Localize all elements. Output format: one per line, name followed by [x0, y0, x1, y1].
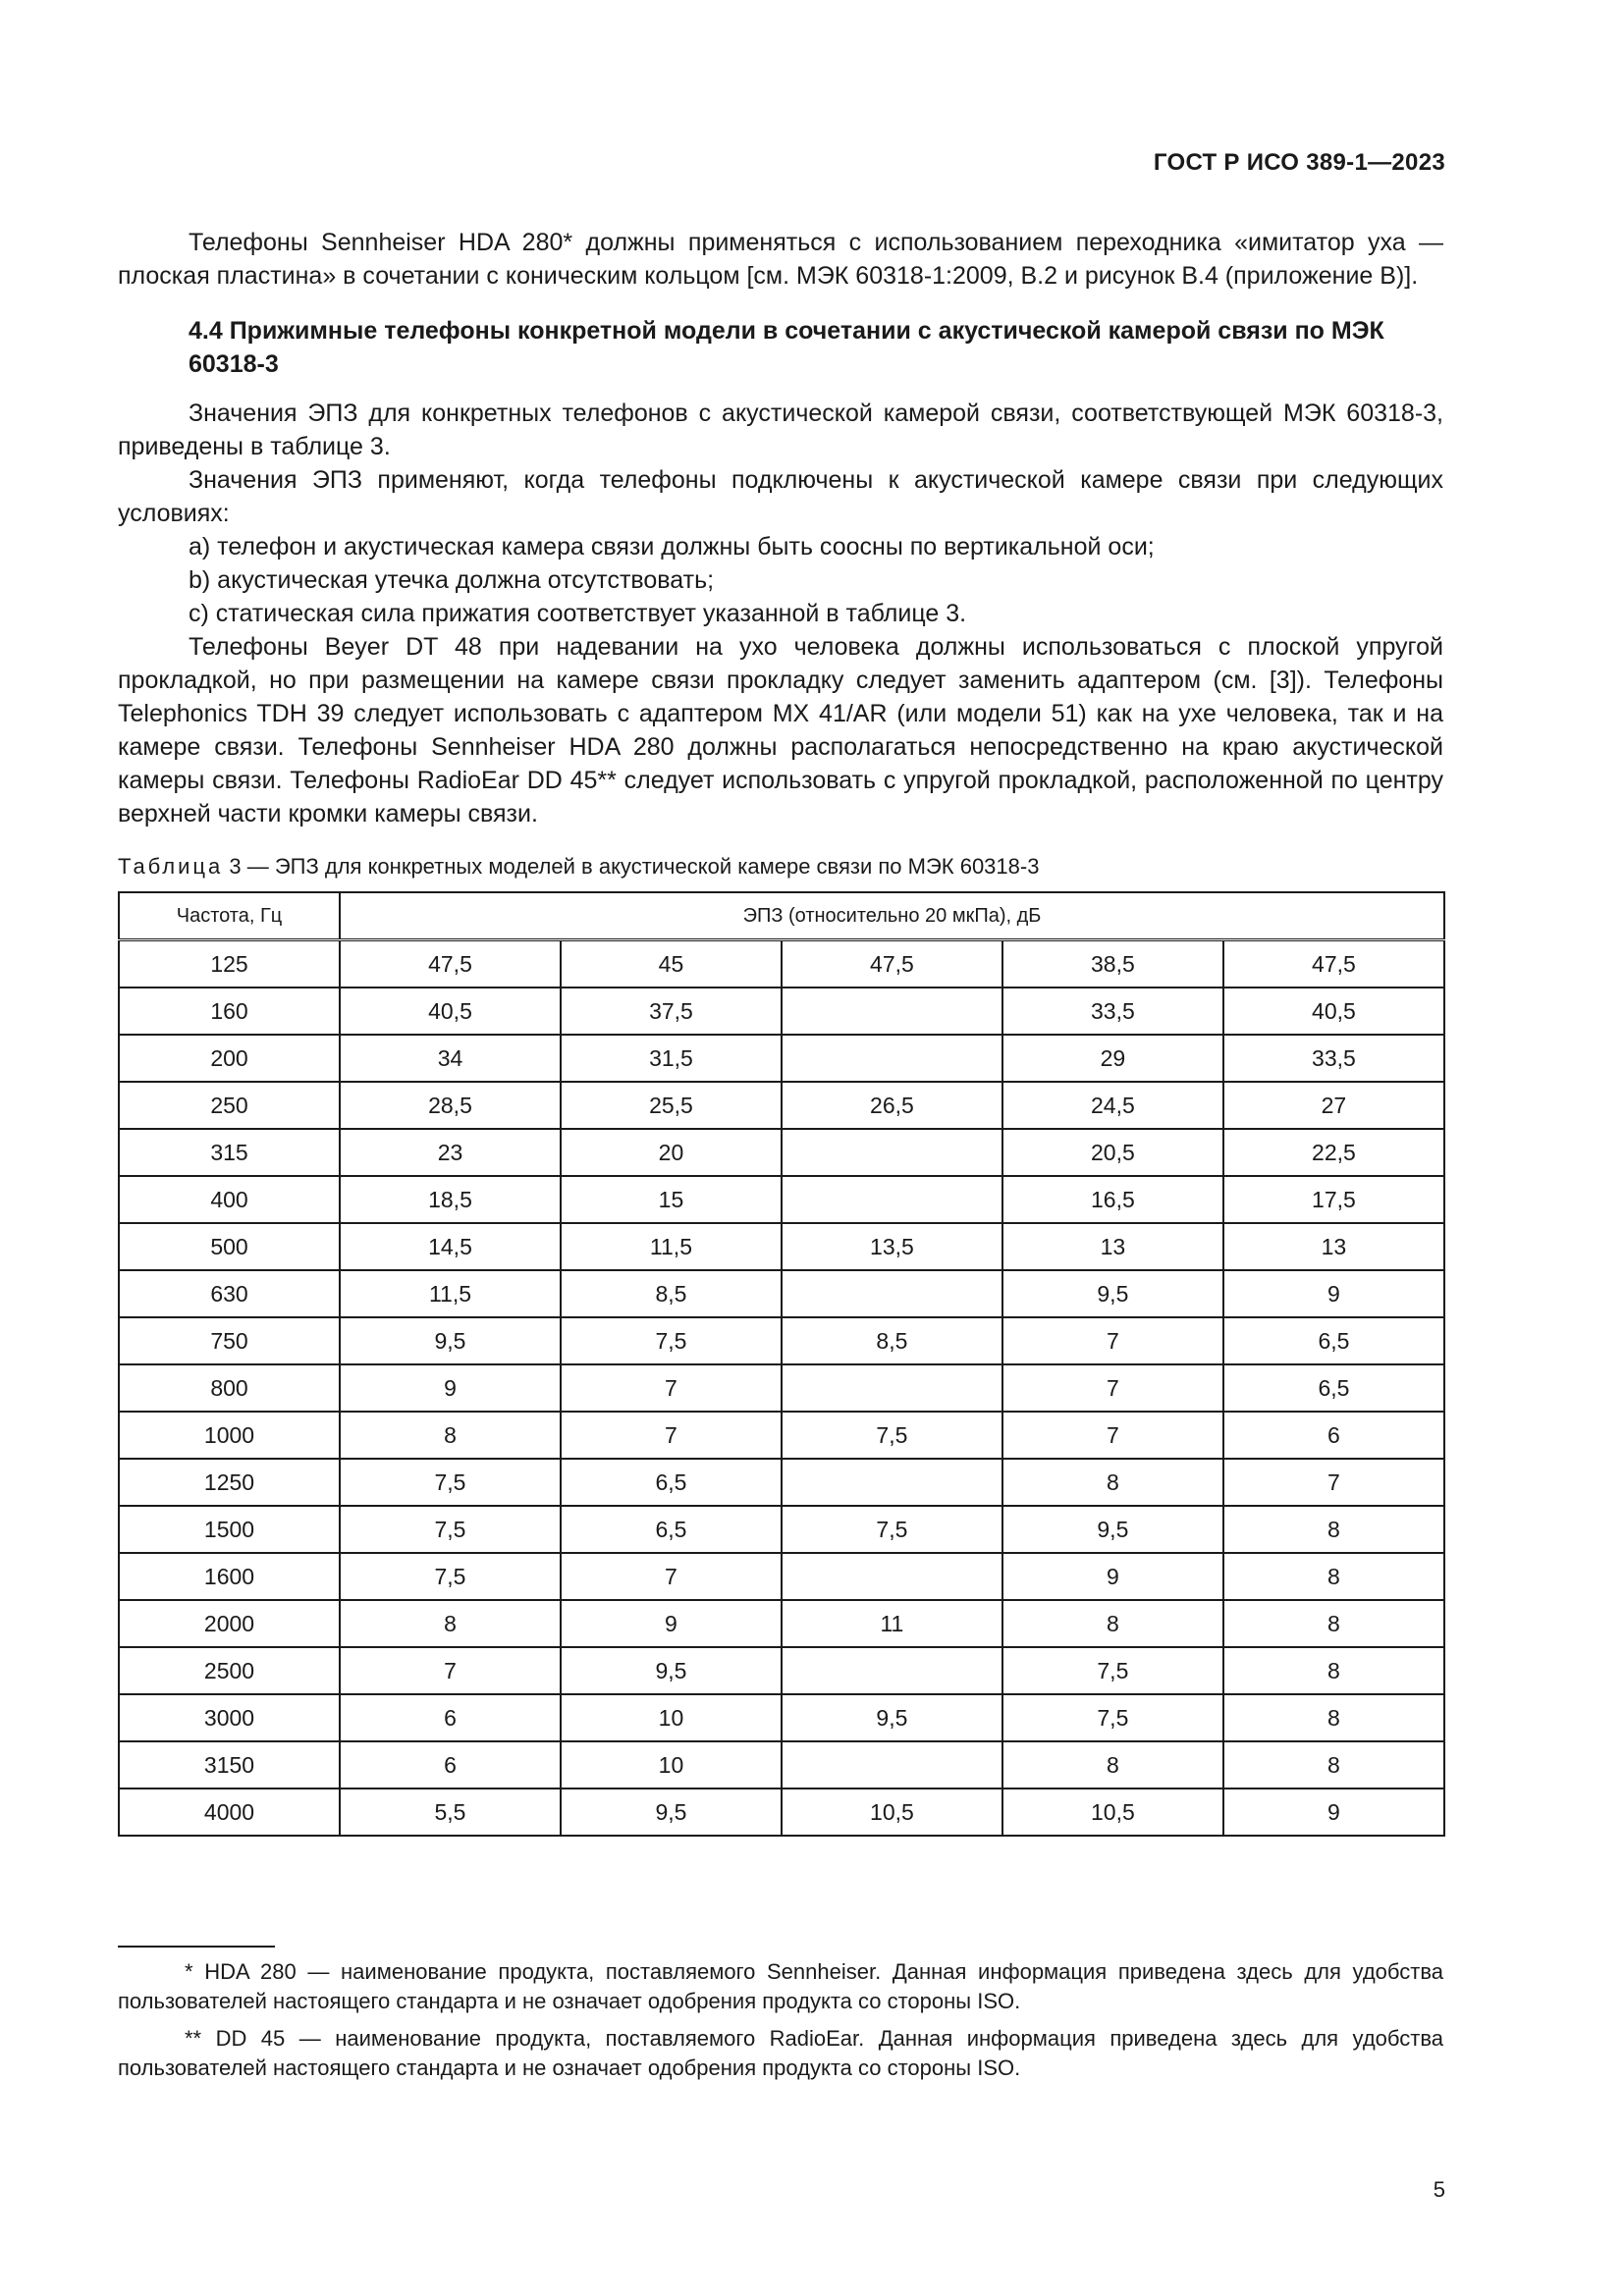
- header-frequency: Частота, Гц: [119, 892, 340, 940]
- document-code-header: ГОСТ Р ИСО 389-1—2023: [1153, 149, 1445, 176]
- table-caption: [118, 852, 1443, 881]
- rets-value-cell: 15: [561, 1176, 782, 1223]
- frequency-cell: 3000: [119, 1694, 340, 1741]
- rets-value-cell: 7: [561, 1553, 782, 1600]
- table-row: [119, 1553, 1444, 1600]
- rets-value-cell: 38,5: [1002, 940, 1223, 988]
- condition-item: c) статическая сила прижатия соответствует указанной в таблице 3.: [189, 600, 967, 627]
- frequency-cell: 1250: [119, 1459, 340, 1506]
- rets-value-cell: [782, 988, 1002, 1035]
- rets-values-table: [118, 891, 1445, 1837]
- rets-value-cell: 29: [1002, 1035, 1223, 1082]
- table-row: [119, 1647, 1444, 1694]
- table-row: [119, 1600, 1444, 1647]
- frequency-cell: 750: [119, 1317, 340, 1364]
- table-row: [119, 1506, 1444, 1553]
- rets-value-cell: [782, 1364, 1002, 1412]
- rets-value-cell: 8: [1223, 1506, 1444, 1553]
- rets-value-cell: 9: [1223, 1270, 1444, 1317]
- frequency-cell: 250: [119, 1082, 340, 1129]
- rets-value-cell: 9,5: [561, 1647, 782, 1694]
- rets-value-cell: 9,5: [1002, 1506, 1223, 1553]
- paragraph-headphone-models: Телефоны Beyer DT 48 при надевании на ухо человека должны использоваться с плоской упругой прокладкой, но при размещении на камере связи прокладку следует заменить адаптером (см. [3]). Телефоны Telephonics TDH 39 следует использовать с адаптером MX 41/AR (или модели 51) как на ухе человека, так и на камере связи. Телефоны Sennheiser HDA 280 должны располагаться непосредственно на краю акустической камеры связи. Телефоны RadioEar DD 45** следует использовать с упругой прокладкой, расположенной по центру верхней части кромки камеры связи.: [118, 633, 1443, 828]
- rets-value-cell: 7,5: [340, 1459, 561, 1506]
- rets-value-cell: 11: [782, 1600, 1002, 1647]
- rets-value-cell: 28,5: [340, 1082, 561, 1129]
- rets-value-cell: 9,5: [340, 1317, 561, 1364]
- table-body: [119, 940, 1444, 1837]
- frequency-cell: 2500: [119, 1647, 340, 1694]
- rets-value-cell: [782, 1035, 1002, 1082]
- rets-value-cell: [782, 1741, 1002, 1789]
- rets-value-cell: 7,5: [1002, 1694, 1223, 1741]
- rets-value-cell: 9: [1223, 1789, 1444, 1836]
- frequency-cell: 315: [119, 1129, 340, 1176]
- rets-value-cell: 6,5: [561, 1506, 782, 1553]
- rets-value-cell: 9,5: [782, 1694, 1002, 1741]
- rets-value-cell: 13: [1002, 1223, 1223, 1270]
- rets-value-cell: 20: [561, 1129, 782, 1176]
- rets-value-cell: 10: [561, 1741, 782, 1789]
- footnote-hda280: * HDA 280 — наименование продукта, поставляемого Sennheiser. Данная информация приведена здесь для удобства пользователей настоящего стандарта и не означает одобрения продукта со стороны ISO.: [118, 1959, 1443, 2013]
- rets-value-cell: 10,5: [782, 1789, 1002, 1836]
- table-row: [119, 1270, 1444, 1317]
- frequency-cell: 630: [119, 1270, 340, 1317]
- rets-value-cell: 11,5: [340, 1270, 561, 1317]
- rets-value-cell: [782, 1553, 1002, 1600]
- rets-value-cell: 25,5: [561, 1082, 782, 1129]
- rets-value-cell: 40,5: [340, 988, 561, 1035]
- footnotes: [118, 1946, 1443, 2091]
- table-row: [119, 1789, 1444, 1836]
- section-heading-4-4: 4.4 Прижимные телефоны конкретной модели в сочетании с акустической камерой связи по МЭК 60318-3: [189, 317, 1384, 378]
- table-row: [119, 1694, 1444, 1741]
- rets-value-cell: 7: [1002, 1317, 1223, 1364]
- table-caption-text: 3 — ЭПЗ для конкретных моделей в акустической камере связи по МЭК 60318-3: [223, 854, 1040, 879]
- table-row: [119, 988, 1444, 1035]
- rets-value-cell: 9: [1002, 1553, 1223, 1600]
- rets-value-cell: 47,5: [782, 940, 1002, 988]
- rets-value-cell: [782, 1270, 1002, 1317]
- table-row: [119, 940, 1444, 988]
- rets-value-cell: 7: [340, 1647, 561, 1694]
- rets-value-cell: 7: [561, 1412, 782, 1459]
- rets-value-cell: 37,5: [561, 988, 782, 1035]
- rets-value-cell: 7,5: [782, 1412, 1002, 1459]
- rets-value-cell: 8,5: [561, 1270, 782, 1317]
- rets-value-cell: 24,5: [1002, 1082, 1223, 1129]
- frequency-cell: 2000: [119, 1600, 340, 1647]
- frequency-cell: 200: [119, 1035, 340, 1082]
- rets-value-cell: 7: [1002, 1364, 1223, 1412]
- rets-value-cell: 7,5: [782, 1506, 1002, 1553]
- rets-value-cell: 6: [340, 1741, 561, 1789]
- rets-value-cell: 6,5: [1223, 1317, 1444, 1364]
- table-row: [119, 1129, 1444, 1176]
- rets-value-cell: 8: [1002, 1459, 1223, 1506]
- rets-value-cell: 8: [1223, 1553, 1444, 1600]
- rets-value-cell: 9,5: [1002, 1270, 1223, 1317]
- rets-value-cell: 31,5: [561, 1035, 782, 1082]
- table-row: [119, 1459, 1444, 1506]
- rets-value-cell: 8: [1223, 1694, 1444, 1741]
- rets-value-cell: 8: [1223, 1647, 1444, 1694]
- footnote-separator: [118, 1946, 275, 1948]
- rets-value-cell: [782, 1176, 1002, 1223]
- rets-value-cell: 7: [561, 1364, 782, 1412]
- rets-value-cell: 8,5: [782, 1317, 1002, 1364]
- frequency-cell: 1000: [119, 1412, 340, 1459]
- condition-item: a) телефон и акустическая камера связи должны быть соосны по вертикальной оси;: [189, 533, 1155, 561]
- rets-value-cell: 26,5: [782, 1082, 1002, 1129]
- frequency-cell: 3150: [119, 1741, 340, 1789]
- rets-value-cell: 45: [561, 940, 782, 988]
- rets-value-cell: 10,5: [1002, 1789, 1223, 1836]
- table-row: [119, 1176, 1444, 1223]
- rets-value-cell: [782, 1459, 1002, 1506]
- rets-value-cell: 8: [340, 1600, 561, 1647]
- header-rets-values: ЭПЗ (относительно 20 мкПа), дБ: [340, 892, 1444, 940]
- rets-value-cell: 8: [1002, 1600, 1223, 1647]
- rets-value-cell: 17,5: [1223, 1176, 1444, 1223]
- rets-value-cell: 5,5: [340, 1789, 561, 1836]
- rets-value-cell: 23: [340, 1129, 561, 1176]
- rets-value-cell: 6: [340, 1694, 561, 1741]
- rets-value-cell: 20,5: [1002, 1129, 1223, 1176]
- rets-value-cell: 8: [340, 1412, 561, 1459]
- rets-value-cell: 8: [1002, 1741, 1223, 1789]
- footnote-dd45: ** DD 45 — наименование продукта, поставляемого RadioEar. Данная информация приведена здесь для удобства пользователей настоящего стандарта и не означает одобрения продукта со стороны ISO.: [118, 2026, 1443, 2080]
- table-row: [119, 1364, 1444, 1412]
- rets-value-cell: 11,5: [561, 1223, 782, 1270]
- table-row: [119, 1035, 1444, 1082]
- rets-value-cell: 13,5: [782, 1223, 1002, 1270]
- conditions-list: [118, 530, 1443, 630]
- rets-value-cell: 9: [561, 1600, 782, 1647]
- rets-value-cell: 9,5: [561, 1789, 782, 1836]
- intro-paragraph: Телефоны Sennheiser HDA 280* должны применяться с использованием переходника «имитатор уха — плоская пластина» в сочетании с коническим кольцом [см. МЭК 60318-1:2009, В.2 и рисунок В.4 (приложение В)].: [118, 229, 1443, 290]
- frequency-cell: 4000: [119, 1789, 340, 1836]
- rets-value-cell: 9: [340, 1364, 561, 1412]
- rets-value-cell: 7,5: [1002, 1647, 1223, 1694]
- rets-value-cell: 40,5: [1223, 988, 1444, 1035]
- frequency-cell: 800: [119, 1364, 340, 1412]
- table-row: [119, 1741, 1444, 1789]
- condition-item: b) акустическая утечка должна отсутствовать;: [189, 566, 715, 594]
- frequency-cell: 400: [119, 1176, 340, 1223]
- rets-value-cell: 34: [340, 1035, 561, 1082]
- rets-value-cell: 16,5: [1002, 1176, 1223, 1223]
- rets-value-cell: 47,5: [340, 940, 561, 988]
- frequency-cell: 1500: [119, 1506, 340, 1553]
- paragraph-conditions-intro: Значения ЭПЗ применяют, когда телефоны подключены к акустической камере связи при следующих условиях:: [118, 466, 1443, 527]
- table-header-row: [119, 892, 1444, 940]
- rets-value-cell: 33,5: [1002, 988, 1223, 1035]
- rets-value-cell: 8: [1223, 1600, 1444, 1647]
- rets-value-cell: 18,5: [340, 1176, 561, 1223]
- rets-value-cell: [782, 1647, 1002, 1694]
- rets-value-cell: 14,5: [340, 1223, 561, 1270]
- rets-value-cell: 6,5: [561, 1459, 782, 1506]
- rets-value-cell: [782, 1129, 1002, 1176]
- page-number: 5: [1433, 2177, 1445, 2202]
- rets-value-cell: 6: [1223, 1412, 1444, 1459]
- frequency-cell: 125: [119, 940, 340, 988]
- rets-value-cell: 6,5: [1223, 1364, 1444, 1412]
- rets-value-cell: 10: [561, 1694, 782, 1741]
- rets-value-cell: 7: [1223, 1459, 1444, 1506]
- rets-value-cell: 47,5: [1223, 940, 1444, 988]
- rets-value-cell: 7,5: [340, 1506, 561, 1553]
- frequency-cell: 1600: [119, 1553, 340, 1600]
- table-row: [119, 1082, 1444, 1129]
- table-caption-label: Таблица: [118, 854, 224, 879]
- rets-value-cell: 7,5: [340, 1553, 561, 1600]
- main-content: [118, 226, 1443, 1837]
- table-row: [119, 1223, 1444, 1270]
- rets-value-cell: 8: [1223, 1741, 1444, 1789]
- rets-value-cell: 7: [1002, 1412, 1223, 1459]
- rets-value-cell: 13: [1223, 1223, 1444, 1270]
- table-row: [119, 1317, 1444, 1364]
- rets-value-cell: 7,5: [561, 1317, 782, 1364]
- frequency-cell: 160: [119, 988, 340, 1035]
- frequency-cell: 500: [119, 1223, 340, 1270]
- rets-value-cell: 22,5: [1223, 1129, 1444, 1176]
- paragraph-values-table-reference: Значения ЭПЗ для конкретных телефонов с акустической камерой связи, соответствующей МЭК 60318-3, приведены в таблице 3.: [118, 400, 1443, 460]
- table-row: [119, 1412, 1444, 1459]
- rets-value-cell: 27: [1223, 1082, 1444, 1129]
- rets-value-cell: 33,5: [1223, 1035, 1444, 1082]
